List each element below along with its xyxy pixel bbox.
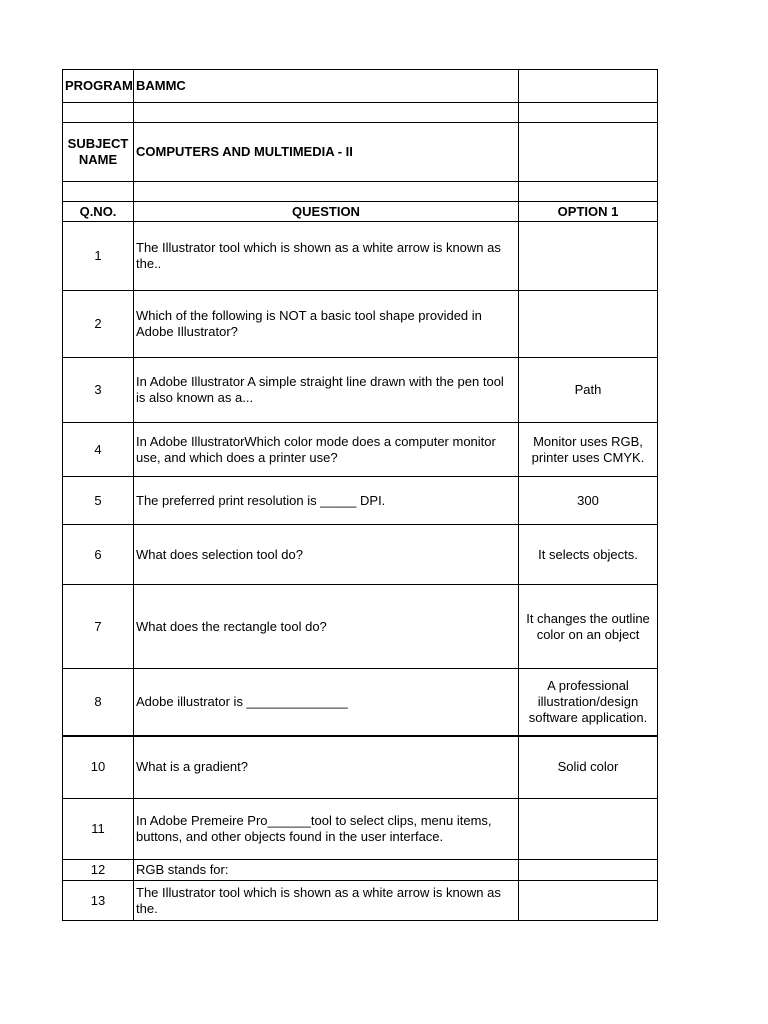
subject-row [63, 123, 658, 182]
question-text: In Adobe Illustrator A simple straight line drawn with the pen tool is also known as a... [134, 358, 519, 423]
question-row [63, 525, 658, 585]
empty-cell [519, 182, 658, 202]
option1-cell: Path [519, 358, 658, 423]
qno-header: Q.NO. [63, 202, 134, 222]
question-row [63, 477, 658, 525]
option1-cell: A professional illustration/design software application. [519, 669, 658, 736]
program-label: PROGRAM [63, 70, 134, 103]
question-text: Which of the following is NOT a basic tool shape provided in Adobe Illustrator? [134, 291, 519, 358]
question-sheet [62, 69, 658, 921]
option1-header: OPTION 1 [519, 202, 658, 222]
question-number: 10 [63, 736, 134, 799]
question-row [63, 860, 658, 881]
question-row [63, 881, 658, 921]
question-number: 13 [63, 881, 134, 921]
program-row [63, 70, 658, 103]
question-number: 12 [63, 860, 134, 881]
question-text: In Adobe Premeire Pro______tool to select clips, menu items, buttons, and other objects found in the user interface. [134, 799, 519, 860]
question-number: 11 [63, 799, 134, 860]
empty-cell [134, 103, 519, 123]
question-number: 4 [63, 423, 134, 477]
question-text: The Illustrator tool which is shown as a white arrow is known as the.. [134, 222, 519, 291]
question-row [63, 736, 658, 799]
question-number: 7 [63, 585, 134, 669]
question-text: In Adobe IllustratorWhich color mode does a computer monitor use, and which does a printer use? [134, 423, 519, 477]
subject-label: SUBJECT NAME [63, 123, 134, 182]
question-text: The Illustrator tool which is shown as a white arrow is known as the. [134, 881, 519, 921]
question-row [63, 585, 658, 669]
option1-cell: It changes the outline color on an object [519, 585, 658, 669]
question-row [63, 358, 658, 423]
empty-cell [63, 182, 134, 202]
question-text: What does the rectangle tool do? [134, 585, 519, 669]
question-row [63, 291, 658, 358]
question-number: 3 [63, 358, 134, 423]
option1-cell [519, 860, 658, 881]
question-row [63, 222, 658, 291]
empty-cell [519, 123, 658, 182]
program-value: BAMMC [134, 70, 519, 103]
question-text: RGB stands for: [134, 860, 519, 881]
option1-cell: It selects objects. [519, 525, 658, 585]
question-header: QUESTION [134, 202, 519, 222]
empty-cell [519, 103, 658, 123]
empty-cell [134, 182, 519, 202]
empty-cell [63, 103, 134, 123]
question-text: What is a gradient? [134, 736, 519, 799]
question-number: 6 [63, 525, 134, 585]
question-row [63, 799, 658, 860]
question-number: 8 [63, 669, 134, 736]
option1-cell: 300 [519, 477, 658, 525]
question-number: 5 [63, 477, 134, 525]
question-row [63, 669, 658, 736]
question-text: What does selection tool do? [134, 525, 519, 585]
question-number: 1 [63, 222, 134, 291]
subject-value: COMPUTERS AND MULTIMEDIA - II [134, 123, 519, 182]
option1-cell [519, 222, 658, 291]
option1-cell [519, 291, 658, 358]
option1-cell [519, 799, 658, 860]
spacer-row [63, 182, 658, 202]
question-text: Adobe illustrator is ______________ [134, 669, 519, 736]
option1-cell: Monitor uses RGB, printer uses CMYK. [519, 423, 658, 477]
question-number: 2 [63, 291, 134, 358]
option1-cell: Solid color [519, 736, 658, 799]
option1-cell [519, 881, 658, 921]
header-row [63, 202, 658, 222]
empty-cell [519, 70, 658, 103]
question-row [63, 423, 658, 477]
spacer-row [63, 103, 658, 123]
question-text: The preferred print resolution is _____ DPI. [134, 477, 519, 525]
